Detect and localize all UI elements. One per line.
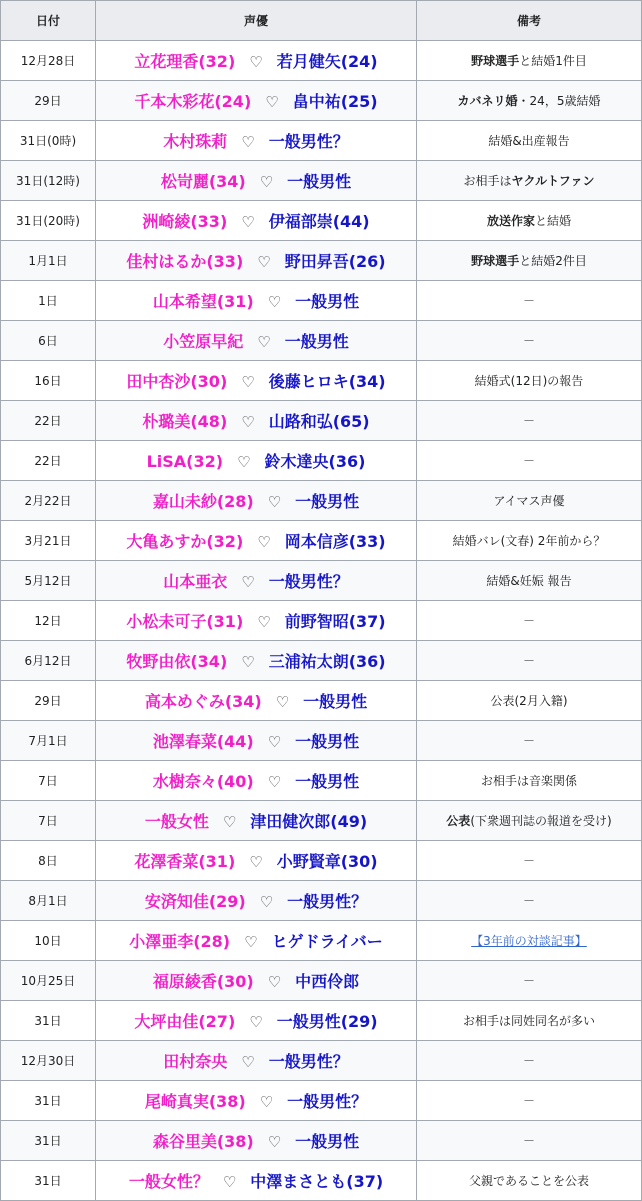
male-name: ヒゲドライバー (271, 932, 383, 951)
note-cell (417, 41, 642, 81)
table-row (1, 1001, 642, 1041)
table-row (1, 921, 642, 961)
table-row (1, 401, 642, 441)
date-cell: 31日 (1, 1081, 96, 1121)
male-name: 若月健矢(24) (276, 52, 378, 71)
female-name: 高本めぐみ(34) (144, 692, 262, 711)
table-row (1, 1081, 642, 1121)
note-text: お相手は同姓同名が多い (462, 1014, 595, 1028)
date-cell: 22日 (1, 441, 96, 481)
female-name: 小松未可子(31) (126, 612, 244, 631)
note-cell (417, 521, 642, 561)
note-cell (417, 481, 642, 521)
male-name: 一般男性？ (268, 572, 349, 591)
female-name: 池澤春菜(44) (152, 732, 254, 751)
female-name: 小澤亜李(28) (129, 932, 231, 951)
table-row (1, 281, 642, 321)
cast-cell (96, 681, 417, 721)
heart-icon: ♡ (275, 693, 290, 711)
note-text: － (522, 974, 535, 988)
note-cell (417, 641, 642, 681)
female-name: 一般女性 (144, 812, 209, 831)
table-row (1, 521, 642, 561)
note-text: ・24，5歳結婚 (517, 94, 601, 108)
female-name: 尾崎真実(38) (144, 1092, 246, 1111)
cast-cell (96, 601, 417, 641)
cast-cell (96, 241, 417, 281)
heart-icon: ♡ (241, 133, 255, 151)
note-text: 公表(2月入籍) (490, 694, 568, 708)
table-row (1, 681, 642, 721)
table-row (1, 1121, 642, 1161)
heart-icon: ♡ (222, 1173, 237, 1191)
heart-icon: ♡ (241, 573, 255, 591)
table-row (1, 961, 642, 1001)
female-name: 松岢麗(34) (160, 172, 246, 191)
note-text: － (522, 734, 535, 748)
male-name: 小野賢章(30) (276, 852, 378, 871)
female-name: 木村珠莉 (163, 132, 228, 151)
heart-icon: ♡ (237, 453, 251, 471)
male-name: 中澤まさとも(37) (250, 1172, 384, 1191)
heart-icon: ♡ (241, 213, 255, 231)
note-cell (417, 401, 642, 441)
date-cell: 8月1日 (1, 881, 96, 921)
table-row (1, 201, 642, 241)
cast-cell (96, 401, 417, 441)
note-cell (417, 361, 642, 401)
male-name: 一般男性 (295, 772, 360, 791)
note-text: と結婚1件目 (519, 54, 587, 68)
female-name: 安済知佳(29) (144, 892, 246, 911)
heart-icon: ♡ (249, 53, 263, 71)
note-text: お相手は (463, 174, 512, 188)
note-cell (417, 441, 642, 481)
note-bold: 放送作家 (486, 214, 535, 228)
header-note: 備考 (417, 1, 642, 41)
note-text: － (522, 1134, 535, 1148)
male-name: 鈴木達央(36) (264, 452, 366, 471)
header-cast: 声優 (96, 1, 417, 41)
female-name: 大坪由佳(27) (134, 1012, 236, 1031)
male-name: 一般男性 (295, 492, 360, 511)
male-name: 野田昇吾(26) (284, 252, 386, 271)
male-name: 一般男性 (287, 172, 352, 191)
note-text: － (522, 1054, 535, 1068)
date-cell: 1月1日 (1, 241, 96, 281)
note-cell (417, 841, 642, 881)
cast-cell (96, 281, 417, 321)
note-bold: カバネリ婚 (457, 94, 518, 108)
male-name: 一般男性？ (268, 1052, 349, 1071)
date-cell: 29日 (1, 681, 96, 721)
date-cell: 8日 (1, 841, 96, 881)
female-name: 牧野由依(34) (126, 652, 228, 671)
cast-cell (96, 1001, 417, 1041)
table-row (1, 441, 642, 481)
date-cell: 12日 (1, 601, 96, 641)
note-cell (417, 1161, 642, 1201)
table-row (1, 41, 642, 81)
note-text: (下衆週刊誌の報道を受け) (470, 814, 612, 828)
note-text: 結婚バレ(文春) 2年前から？ (452, 534, 606, 548)
cast-cell (96, 961, 417, 1001)
male-name: 一般男性(29) (276, 1012, 378, 1031)
note-cell (417, 601, 642, 641)
article-link[interactable]: 【3年前の対談記事】 (471, 934, 587, 948)
note-text: － (522, 414, 535, 428)
date-cell: 7日 (1, 801, 96, 841)
male-name: 一般男性？ (268, 132, 349, 151)
table-row (1, 841, 642, 881)
heart-icon: ♡ (222, 813, 237, 831)
female-name: 立花理香(32) (134, 52, 236, 71)
female-name: 朴璐美(48) (142, 412, 228, 431)
table-row (1, 881, 642, 921)
date-cell: 31日 (1, 1121, 96, 1161)
date-cell: 31日(20時) (1, 201, 96, 241)
cast-cell (96, 1081, 417, 1121)
date-cell: 10日 (1, 921, 96, 961)
female-name: 田中杏沙(30) (126, 372, 228, 391)
note-cell (417, 761, 642, 801)
heart-icon: ♡ (259, 1093, 274, 1111)
date-cell: 31日(12時) (1, 161, 96, 201)
note-bold: 野球選手 (471, 54, 520, 68)
date-cell: 1日 (1, 281, 96, 321)
note-text: と結婚2件目 (519, 254, 587, 268)
table-row (1, 81, 642, 121)
table-row (1, 241, 642, 281)
cast-cell (96, 1161, 417, 1201)
date-cell: 10月25日 (1, 961, 96, 1001)
note-cell (417, 81, 642, 121)
male-name: 一般男性？ (287, 892, 368, 911)
date-cell: 6日 (1, 321, 96, 361)
female-name: 一般女性？ (128, 1172, 209, 1191)
table-row (1, 321, 642, 361)
note-cell (417, 321, 642, 361)
date-cell: 2月22日 (1, 481, 96, 521)
female-name: 福原綾香(30) (152, 972, 254, 991)
heart-icon: ♡ (267, 733, 282, 751)
cast-cell (96, 361, 417, 401)
heart-icon: ♡ (257, 253, 271, 271)
cast-cell (96, 1041, 417, 1081)
male-name: 岡本信彦(33) (284, 532, 386, 551)
table-row (1, 1161, 642, 1201)
cast-cell (96, 761, 417, 801)
note-cell (417, 961, 642, 1001)
cast-cell (96, 321, 417, 361)
note-text: － (522, 614, 535, 628)
header-date: 日付 (1, 1, 96, 41)
male-name: 一般男性 (295, 1132, 360, 1151)
note-text: お相手は音楽関係 (480, 774, 577, 788)
heart-icon: ♡ (249, 1013, 263, 1031)
note-cell (417, 801, 642, 841)
cast-cell (96, 921, 417, 961)
note-cell (417, 721, 642, 761)
note-cell (417, 1081, 642, 1121)
note-cell (417, 921, 642, 961)
heart-icon: ♡ (267, 493, 282, 511)
heart-icon: ♡ (267, 773, 282, 791)
heart-icon: ♡ (241, 413, 255, 431)
cast-cell (96, 481, 417, 521)
header-row (1, 1, 642, 41)
note-text: － (522, 454, 535, 468)
table-row (1, 561, 642, 601)
heart-icon: ♡ (241, 373, 255, 391)
date-cell: 12月30日 (1, 1041, 96, 1081)
note-cell (417, 281, 642, 321)
table-row (1, 801, 642, 841)
date-cell: 16日 (1, 361, 96, 401)
female-name: 水樹奈々(40) (152, 772, 254, 791)
note-cell (417, 1001, 642, 1041)
heart-icon: ♡ (259, 173, 274, 191)
cast-cell (96, 1121, 417, 1161)
female-name: 山本亜衣 (163, 572, 228, 591)
cast-cell (96, 801, 417, 841)
note-cell (417, 681, 642, 721)
note-text: アイマス声優 (493, 494, 565, 508)
cast-cell (96, 561, 417, 601)
note-text: － (522, 654, 535, 668)
table-row (1, 601, 642, 641)
date-cell: 22日 (1, 401, 96, 441)
cast-cell (96, 641, 417, 681)
cast-cell (96, 161, 417, 201)
note-text: 結婚&出産報告 (488, 134, 570, 148)
note-text: － (522, 894, 535, 908)
female-name: 佳村はるか(33) (126, 252, 244, 271)
male-name: 前野智昭(37) (284, 612, 386, 631)
note-text: － (522, 294, 535, 308)
note-text: 父親であることを公表 (468, 1174, 589, 1188)
heart-icon: ♡ (267, 293, 282, 311)
date-cell: 6月12日 (1, 641, 96, 681)
female-name: 山本希望(31) (152, 292, 254, 311)
female-name: 千本木彩花(24) (134, 92, 252, 111)
note-cell (417, 881, 642, 921)
table-row (1, 641, 642, 681)
female-name: 小笠原早紀 (163, 332, 244, 351)
heart-icon: ♡ (257, 613, 271, 631)
female-name: 花澤香菜(31) (134, 852, 236, 871)
cast-cell (96, 41, 417, 81)
cast-cell (96, 881, 417, 921)
note-text: － (522, 1094, 535, 1108)
male-name: 三浦祐太朗(36) (268, 652, 386, 671)
male-name: 一般男性 (295, 732, 360, 751)
cast-cell (96, 121, 417, 161)
male-name: 畠中祐(25) (292, 92, 378, 111)
note-bold: 公表 (446, 814, 471, 828)
heart-icon: ♡ (241, 653, 255, 671)
cast-cell (96, 841, 417, 881)
note-bold: ヤクルトファン (511, 174, 595, 188)
female-name: LiSA(32) (146, 452, 224, 471)
table-row (1, 721, 642, 761)
note-text: － (522, 854, 535, 868)
heart-icon: ♡ (259, 893, 274, 911)
note-text: － (522, 334, 535, 348)
date-cell: 31日(0時) (1, 121, 96, 161)
note-cell (417, 161, 642, 201)
date-cell: 7月1日 (1, 721, 96, 761)
male-name: 山路和弘(65) (268, 412, 370, 431)
note-text: 結婚&妊娠 報告 (486, 574, 572, 588)
table-row (1, 761, 642, 801)
table-row (1, 361, 642, 401)
note-cell (417, 241, 642, 281)
heart-icon: ♡ (257, 333, 271, 351)
date-cell: 3月21日 (1, 521, 96, 561)
heart-icon: ♡ (241, 1053, 255, 1071)
female-name: 田村奈央 (163, 1052, 228, 1071)
male-name: 一般男性 (303, 692, 368, 711)
table-row (1, 121, 642, 161)
cast-cell (96, 521, 417, 561)
cast-cell (96, 441, 417, 481)
date-cell: 29日 (1, 81, 96, 121)
note-text: 結婚式(12日)の報告 (474, 374, 584, 388)
female-name: 森谷里美(38) (152, 1132, 254, 1151)
note-cell (417, 1041, 642, 1081)
heart-icon: ♡ (267, 973, 282, 991)
note-cell (417, 1121, 642, 1161)
male-name: 中西伶郎 (295, 972, 360, 991)
male-name: 一般男性 (295, 292, 360, 311)
female-name: 大亀あすか(32) (126, 532, 244, 551)
note-bold: 野球選手 (471, 254, 520, 268)
table-row (1, 481, 642, 521)
cast-cell (96, 721, 417, 761)
date-cell: 7日 (1, 761, 96, 801)
date-cell: 31日 (1, 1161, 96, 1201)
heart-icon: ♡ (265, 93, 279, 111)
table-row (1, 161, 642, 201)
note-text: と結婚 (535, 214, 572, 228)
date-cell: 31日 (1, 1001, 96, 1041)
cast-cell (96, 81, 417, 121)
male-name: 一般男性 (284, 332, 349, 351)
note-cell (417, 201, 642, 241)
male-name: 津田健次郎(49) (250, 812, 368, 831)
heart-icon: ♡ (249, 853, 263, 871)
date-cell: 12月28日 (1, 41, 96, 81)
male-name: 一般男性？ (287, 1092, 368, 1111)
note-cell (417, 121, 642, 161)
male-name: 後藤ヒロキ(34) (268, 372, 386, 391)
heart-icon: ♡ (244, 933, 258, 951)
heart-icon: ♡ (267, 1133, 282, 1151)
male-name: 伊福部崇(44) (268, 212, 370, 231)
date-cell: 5月12日 (1, 561, 96, 601)
table-row (1, 1041, 642, 1081)
female-name: 洲崎綾(33) (142, 212, 228, 231)
cast-cell (96, 201, 417, 241)
female-name: 嘉山未紗(28) (152, 492, 254, 511)
heart-icon: ♡ (257, 533, 271, 551)
note-cell (417, 561, 642, 601)
